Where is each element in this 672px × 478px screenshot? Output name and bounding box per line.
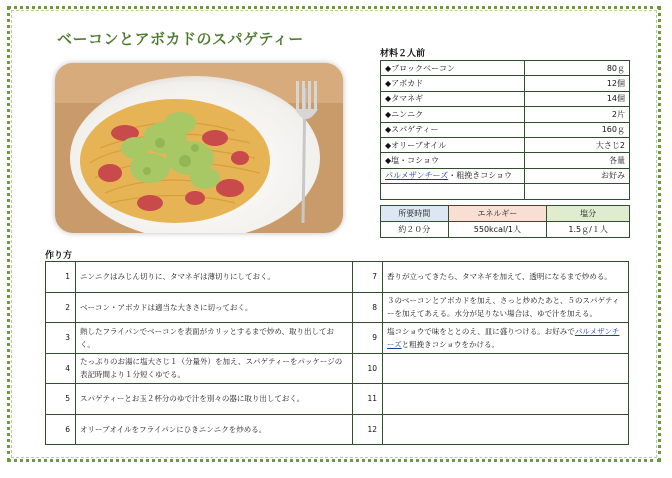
ingredient-qty: 大さじ2 — [525, 137, 630, 152]
parmesan-link[interactable]: パルメザンチーズ — [385, 171, 449, 181]
step-row — [46, 414, 629, 445]
page-title: ベーコンとアボカドのスパゲティー — [57, 30, 304, 48]
ingredient-name: ◆ブロックベーコン — [381, 61, 525, 76]
step-row — [46, 384, 629, 415]
summary-header-time: 所要時間 — [381, 206, 449, 222]
step-text: ベーコン・アボカドは適当な大きさに切っておく。 — [76, 292, 353, 323]
step-number: 8 — [353, 292, 383, 323]
step-row — [46, 292, 629, 323]
step-number: 11 — [353, 384, 383, 415]
step-text: ニンニクはみじん切りに、タマネギは薄切りにしておく。 — [76, 262, 353, 293]
step-number: 5 — [46, 384, 76, 415]
step-row — [46, 353, 629, 384]
parmesan-step-link[interactable]: パルメザンチーズ — [387, 326, 620, 349]
summary-header-energy: エネルギー — [448, 206, 547, 222]
step-text — [383, 384, 629, 415]
ingredients-table — [380, 60, 630, 200]
ingredients-heading: 材料２人前 — [380, 49, 426, 59]
step-text: スパゲティーとお玉２杯分のゆで汁を別々の器に取り出しておく。 — [76, 384, 353, 415]
step-text: 香りが立ってきたら、タマネギを加えて、透明になるまで炒める。 — [383, 262, 629, 293]
step-number: 9 — [353, 323, 383, 354]
step-row — [46, 262, 629, 293]
step-number: 4 — [46, 353, 76, 384]
ingredient-qty: 各量 — [525, 153, 630, 168]
ingredient-name: ◆スパゲティー — [381, 122, 525, 137]
step-number: 1 — [46, 262, 76, 293]
ingredient-qty: 2片 — [525, 107, 630, 122]
ingredient-row — [381, 91, 630, 106]
step-number: 2 — [46, 292, 76, 323]
ingredient-row — [381, 61, 630, 76]
ingredient-name — [381, 184, 525, 199]
ingredient-qty: 160ｇ — [525, 122, 630, 137]
summary-energy: 550kcal/1人 — [448, 222, 547, 238]
step-text — [383, 414, 629, 445]
ingredient-row — [381, 168, 630, 183]
ingredient-name-cheese — [381, 168, 525, 183]
ingredient-row — [381, 153, 630, 168]
step-number: 3 — [46, 323, 76, 354]
step-number: 6 — [46, 414, 76, 445]
ingredient-name: ◆オリーブオイル — [381, 137, 525, 152]
ingredient-row — [381, 137, 630, 152]
step-text-with-link — [383, 323, 629, 354]
ingredient-qty: お好み — [525, 168, 630, 183]
step-text — [383, 353, 629, 384]
ingredient-qty: 12個 — [525, 76, 630, 91]
ingredient-qty: 14個 — [525, 91, 630, 106]
ingredient-row — [381, 184, 630, 199]
step-number: 10 — [353, 353, 383, 384]
ingredient-row — [381, 107, 630, 122]
step-text: オリーブオイルをフライパンにひきニンニクを炒める。 — [76, 414, 353, 445]
ingredient-name: ◆アボカド — [381, 76, 525, 91]
ingredient-row — [381, 76, 630, 91]
step-text: ３のベーコンとアボカドを加え、さっと炒めたあと、５のスパゲティーを加えてあえる。水分が足りない場合は、ゆで汁を加える。 — [383, 292, 629, 323]
ingredient-qty: 80ｇ — [525, 61, 630, 76]
steps-table — [45, 261, 629, 445]
step-row — [46, 323, 629, 354]
step-number: 12 — [353, 414, 383, 445]
ingredient-name: ◆ニンニク — [381, 107, 525, 122]
step-text: 熱したフライパンでベーコンを表面がカリッとするまで炒め、取り出しておく。 — [76, 323, 353, 354]
ingredient-name: ◆塩・コショウ — [381, 153, 525, 168]
step-text-head: 塩コショウで味をととのえ、皿に盛りつける。お好みで — [387, 326, 575, 336]
pasta-photo — [55, 63, 343, 233]
step-text-tail: と粗挽きコショウをかける。 — [401, 339, 499, 349]
summary-header-salt: 塩分 — [547, 206, 630, 222]
step-number: 7 — [353, 262, 383, 293]
step-text: たっぷりのお湯に塩大さじ１（分量外）を加え、スパゲティーをパッケージの表記時間より１分短くゆでる。 — [76, 353, 353, 384]
ingredient-name-suffix: ・粗挽きコショウ — [448, 171, 513, 181]
ingredient-qty — [525, 184, 630, 199]
ingredient-name: ◆タマネギ — [381, 91, 525, 106]
summary-table — [380, 205, 630, 238]
summary-time: 約２０分 — [381, 222, 449, 238]
ingredient-row — [381, 122, 630, 137]
summary-salt: 1.5ｇ/１人 — [547, 222, 630, 238]
steps-heading: 作り方 — [45, 251, 73, 261]
